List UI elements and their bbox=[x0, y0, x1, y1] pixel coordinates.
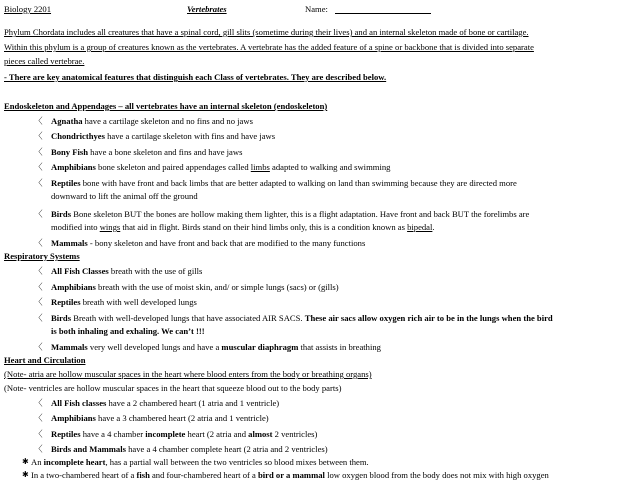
list-item: Birds Breath with well-developed lungs that have associated AIR SACS. These air sacs allow oxygen rich air to be in the lungs when the bird bbox=[51, 313, 553, 323]
note-incomplete-heart: An incomplete heart, has a partial wall between the two ventricles so blood mixes between them. bbox=[31, 457, 369, 467]
note-atria: (Note- atria are hollow muscular spaces in the heart where blood enters from the body or breathing organs) bbox=[4, 369, 372, 379]
list-item: Mammals - bony skeleton and have front and back that are modified to the many functions bbox=[51, 238, 366, 248]
intro-line-2: Within this phylum is a group of creatures known as the vertebrates. A vertebrate has the added feature of a spine or backbone that is divided into separate bbox=[4, 42, 534, 52]
respiratory-heading: Respiratory Systems bbox=[4, 251, 80, 261]
bullet-icon: 〈 bbox=[34, 429, 43, 439]
list-item: All Fish classes have a 2 chambered heart (1 atria and 1 ventricle) bbox=[51, 398, 280, 408]
bullet-icon: 〈 bbox=[34, 238, 43, 248]
list-item: Birds and Mammals have a 4 chamber complete heart (2 atria and 2 ventricles) bbox=[51, 444, 328, 454]
name-blank-line bbox=[335, 13, 431, 14]
list-item: Bony Fish have a bone skeleton and fins and have jaws bbox=[51, 147, 243, 157]
bullet-icon: 〈 bbox=[34, 131, 43, 141]
intro-line-1: Phylum Chordata includes all creatures that have a spinal cord, gill slits (sometime during their lives) and an internal skeleton made of bone or cartilage. bbox=[4, 27, 529, 37]
bullet-icon: 〈 bbox=[34, 147, 43, 157]
intro-line-4: - There are key anatomical features that distinguish each Class of vertebrates. They are described below. bbox=[4, 72, 387, 82]
list-item: Reptiles have a 4 chamber incomplete heart (2 atria and almost 2 ventricles) bbox=[51, 429, 318, 439]
list-item: Chondricthyes have a cartilage skeleton with fins and have jaws bbox=[51, 131, 276, 141]
list-item: All Fish Classes breath with the use of gills bbox=[51, 266, 203, 276]
bullet-icon: 〈 bbox=[34, 282, 43, 292]
bullet-icon: 〈 bbox=[34, 209, 43, 219]
bullet-icon: 〈 bbox=[34, 313, 43, 323]
list-item: Reptiles breath with well developed lungs bbox=[51, 297, 197, 307]
bullet-icon: 〈 bbox=[34, 297, 43, 307]
bullet-icon: 〈 bbox=[34, 116, 43, 126]
list-item: Amphibians breath with the use of moist skin, and/ or simple lungs (sacs) or (gills) bbox=[51, 282, 339, 292]
star-bullet-icon: ✱ bbox=[22, 470, 29, 479]
bullet-icon: 〈 bbox=[34, 398, 43, 408]
bullet-icon: 〈 bbox=[34, 413, 43, 423]
bullet-icon: 〈 bbox=[34, 162, 43, 172]
bullet-icon: 〈 bbox=[34, 178, 43, 188]
endoskeleton-heading: Endoskeleton and Appendages – all vertebrates have an internal skeleton (endoskeleton) bbox=[4, 101, 328, 111]
star-bullet-icon: ✱ bbox=[22, 457, 29, 466]
bullet-icon: 〈 bbox=[34, 266, 43, 276]
list-item: Agnatha have a cartilage skeleton and no fins and no jaws bbox=[51, 116, 253, 126]
list-item-continuation: modified into wings that aid in flight. Birds stand on their hind limbs only, this is a condition known as bipedal. bbox=[51, 222, 435, 232]
list-item-continuation: is both inhaling and exhaling. We can’t !!! bbox=[51, 326, 205, 336]
intro-line-3: pieces called vertebrae. bbox=[4, 56, 85, 66]
page-title: Vertebrates bbox=[187, 4, 227, 14]
list-item: Amphibians bone skeleton and paired appendages called limbs adapted to walking and swimming bbox=[51, 162, 391, 172]
list-item-continuation: downward to lift the animal off the ground bbox=[51, 191, 198, 201]
note-ventricles: (Note- ventricles are hollow muscular spaces in the heart that squeeze blood out to the body parts) bbox=[4, 383, 342, 393]
note-chambered-heart: In a two-chambered heart of a fish and four-chambered heart of a bird or a mammal low oxygen blood from the body does not mix with high oxygen bbox=[31, 470, 549, 480]
name-label: Name: bbox=[305, 4, 328, 14]
course-label: Biology 2201 bbox=[4, 4, 52, 14]
list-item: Mammals very well developed lungs and have a muscular diaphragm that assists in breathing bbox=[51, 342, 381, 352]
heart-heading: Heart and Circulation bbox=[4, 355, 86, 365]
bullet-icon: 〈 bbox=[34, 342, 43, 352]
bullet-icon: 〈 bbox=[34, 444, 43, 454]
list-item: Reptiles bone with have front and back limbs that are better adapted to walking on land than swimming because they are directed more bbox=[51, 178, 517, 188]
list-item: Birds Bone skeleton BUT the bones are hollow making them lighter, this is a flight adaptation. Have front and back BUT the forelimbs are bbox=[51, 209, 530, 219]
list-item: Amphibians have a 3 chambered heart (2 atria and 1 ventricle) bbox=[51, 413, 269, 423]
